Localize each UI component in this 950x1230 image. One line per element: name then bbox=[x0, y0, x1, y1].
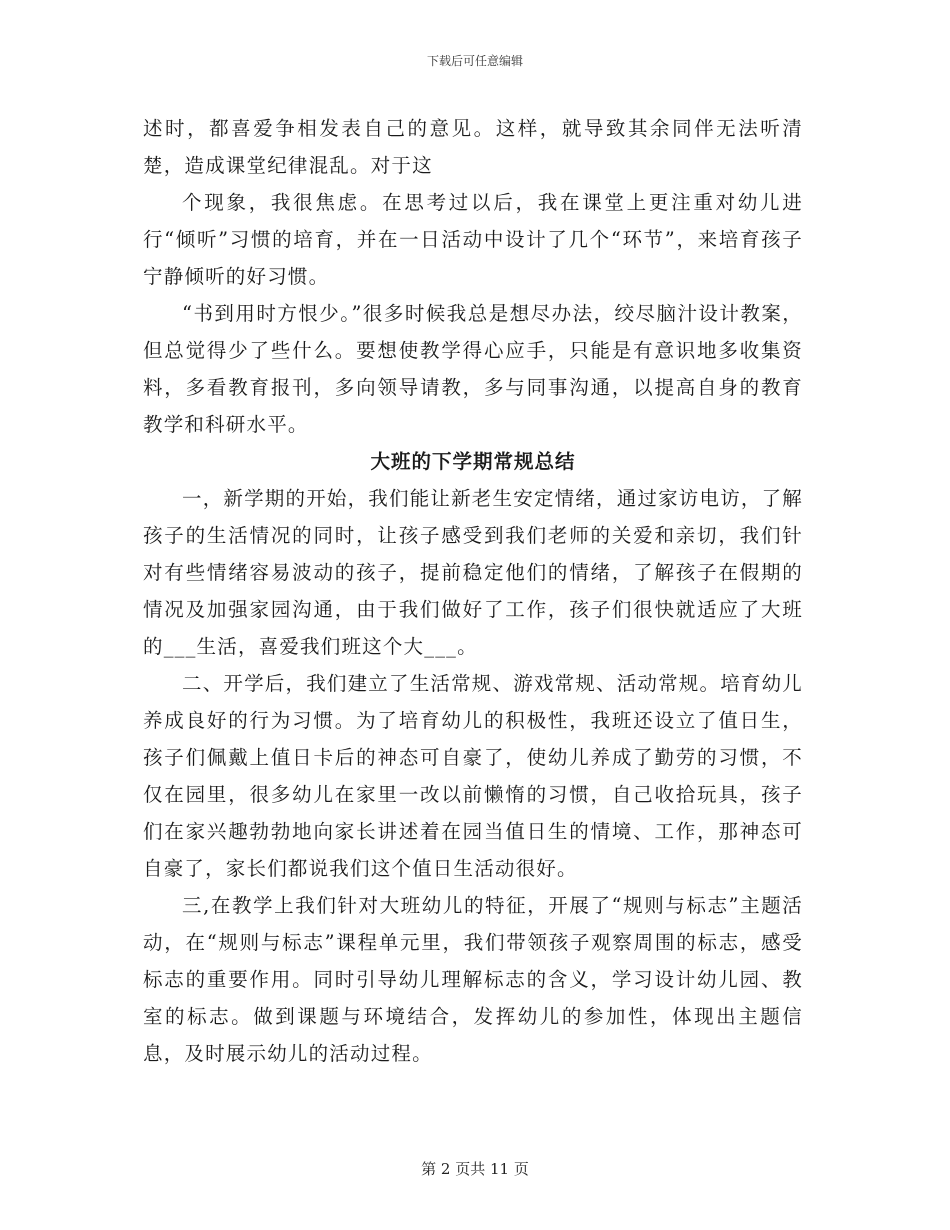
paragraph-self-study: “书到用时方恨少。”很多时候我总是想尽办法，绞尽脑汁设计教案，但总觉得少了些什么。要想使教学得心应手，只能是有意识地多收集资料，多看教育报刊，多向领导请教，多与同事沟通，以提高自身的教育教学和科研水平。 bbox=[143, 302, 803, 436]
page-header: 下载后可任意编辑 bbox=[426, 54, 523, 68]
page-footer: 第 2 页共 11 页 bbox=[421, 1160, 529, 1178]
document-body bbox=[143, 110, 803, 1072]
paragraph-point-two: 二、开学后，我们建立了生活常规、游戏常规、活动常规。培育幼儿养成良好的行为习惯。为了培育幼儿的积极性，我班还设立了值日生，孩子们佩戴上值日卡后的神态可自豪了，使幼儿养成了勤劳的习惯，不仅在园里，很多幼儿在家里一改以前懒惰的习惯，自己收拾玩具，孩子们在家兴趣勃勃地向家长讲述着在园当值日生的情境、工作，那神态可自豪了，家长们都说我们这个值日生活动很好。 bbox=[143, 672, 804, 880]
paragraph-continuation: 述时，都喜爱争相发表自己的意见。这样，就导致其余同伴无法听清楚，造成课堂纪律混乱。对于这 bbox=[143, 117, 803, 177]
paragraph-listening-habit: 个现象，我很焦虑。在思考过以后，我在课堂上更注重对幼儿进行“倾听”习惯的培育，并在一日活动中设计了几个“环节”，来培育孩子宁静倾听的好习惯。 bbox=[143, 191, 803, 288]
paragraph-point-one: 一，新学期的开始，我们能让新老生安定情绪，通过家访电访，了解孩子的生活情况的同时，让孩子感受到我们老师的关爱和亲切，我们针对有些情绪容易波动的孩子，提前稳定他们的情绪，了解孩子在假期的情况及加强家园沟通，由于我们做好了工作，孩子们很快就适应了大班的___生活，喜爱我们班这个大___。 bbox=[143, 487, 804, 658]
paragraph-point-three: 三,在教学上我们针对大班幼儿的特征，开展了“规则与标志”主题活动，在“规则与标志”课程单元里，我们带领孩子观察周围的标志，感受标志的重要作用。同时引导幼儿理解标志的含义，学习设计幼儿园、教室的标志。做到课题与环境结合，发挥幼儿的参加性，体现出主题信息，及时展示幼儿的活动过程。 bbox=[143, 894, 803, 1065]
section-title: 大班的下学期常规总结 bbox=[370, 450, 576, 473]
